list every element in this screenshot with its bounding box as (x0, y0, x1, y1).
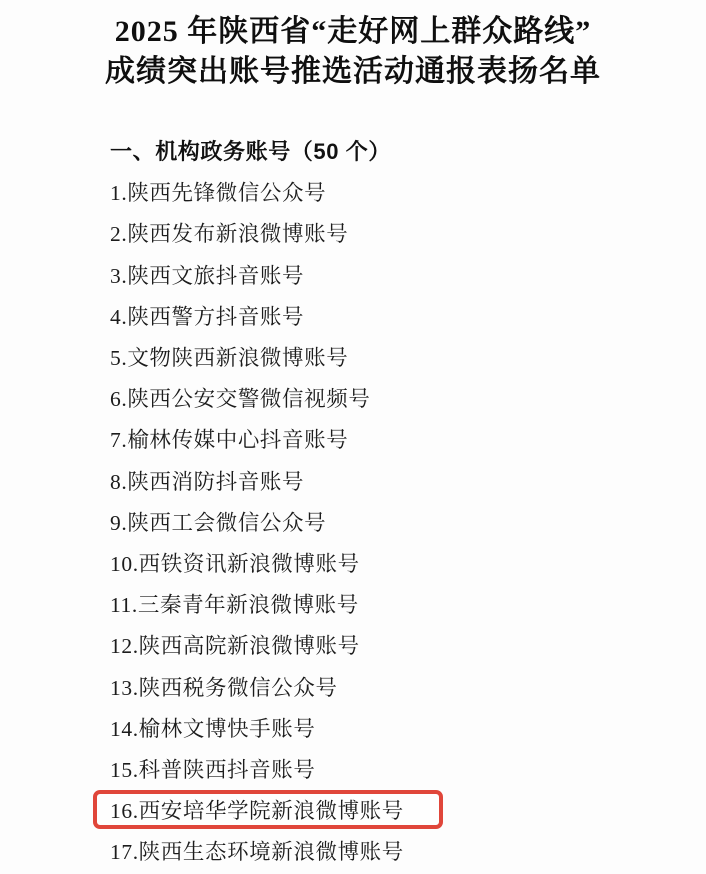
list-item (0, 830, 706, 871)
list-item-text: 1.陕西先锋微信公众号 (110, 181, 327, 206)
list-item-text: 13.陕西税务微信公众号 (110, 675, 338, 700)
document-title (0, 0, 706, 92)
list-item (0, 748, 706, 789)
page-title-line1: 2025 年陕西省“走好网上群众路线” (114, 15, 592, 48)
list-item-highlighted (0, 789, 706, 830)
list-item-text: 10.西铁资讯新浪微博账号 (110, 551, 360, 576)
list-item-text: 6.陕西公安交警微信视频号 (110, 387, 371, 412)
page-title-line2: 成绩突出账号推选活动通报表扬名单 (105, 55, 601, 88)
list-item (0, 460, 706, 501)
list-item-text: 2.陕西发布新浪微博账号 (110, 222, 349, 247)
list-item (0, 336, 706, 377)
list-item-text: 3.陕西文旅抖音账号 (110, 263, 305, 288)
list-item (0, 254, 706, 295)
list-item-text: 12.陕西高院新浪微博账号 (110, 634, 360, 659)
list-item-text: 15.科普陕西抖音账号 (110, 757, 316, 782)
list-item (0, 665, 706, 706)
list-item-text: 7.榆林传媒中心抖音账号 (110, 428, 349, 453)
highlight-box (93, 790, 443, 829)
list-item-text: 8.陕西消防抖音账号 (110, 469, 305, 494)
list-item-text: 17.陕西生态环境新浪微博账号 (110, 840, 404, 865)
list-item (0, 171, 706, 212)
account-list (0, 130, 706, 871)
list-item-text: 5.文物陕西新浪微博账号 (110, 346, 349, 371)
list-item-text: 9.陕西工会微信公众号 (110, 510, 327, 535)
list-item (0, 418, 706, 459)
list-item (0, 377, 706, 418)
list-item (0, 501, 706, 542)
list-item-text: 11.三秦青年新浪微博账号 (110, 593, 359, 618)
section-heading: 一、机构政务账号（50 个） (110, 139, 391, 165)
list-item (0, 295, 706, 336)
list-item (0, 583, 706, 624)
list-item (0, 542, 706, 583)
list-item-text: 14.榆林文博快手账号 (110, 716, 316, 741)
list-item (0, 707, 706, 748)
list-item-text: 4.陕西警方抖音账号 (110, 304, 305, 329)
list-item-text: 16.西安培华学院新浪微博账号 (110, 799, 404, 824)
list-item (0, 624, 706, 665)
list-item (0, 212, 706, 253)
